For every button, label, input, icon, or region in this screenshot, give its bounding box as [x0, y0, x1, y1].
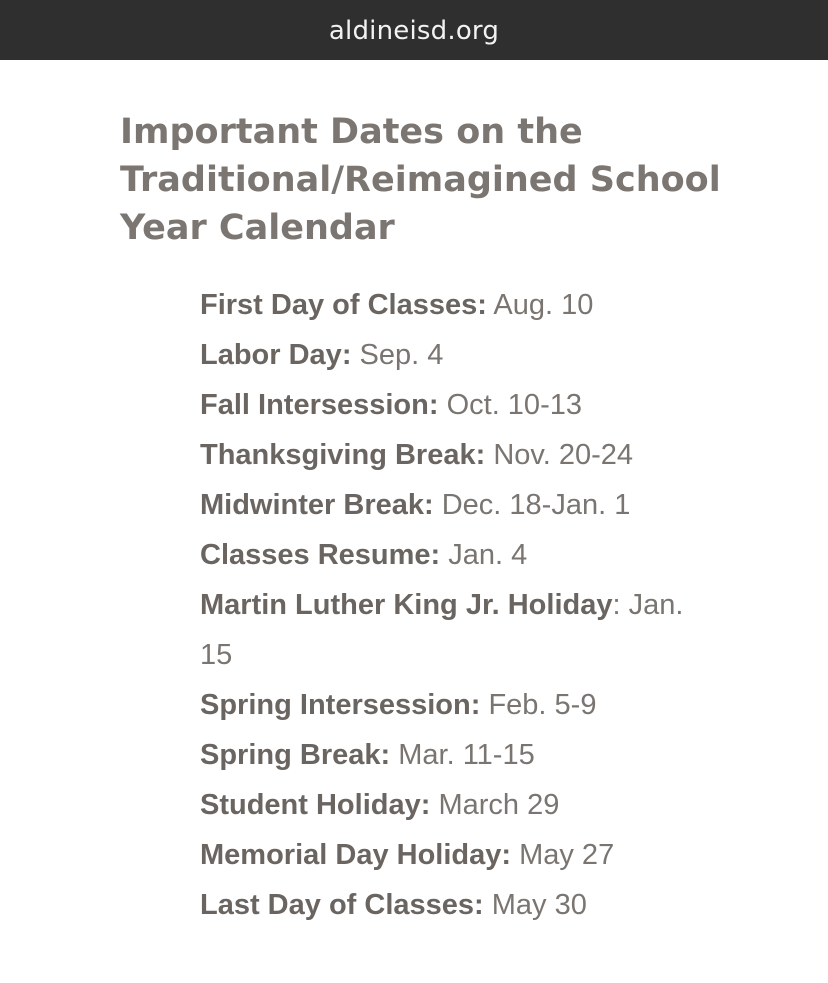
- list-item: [200, 380, 720, 430]
- list-item: [200, 480, 720, 530]
- date-value: Sep. 4: [359, 339, 444, 371]
- date-value: Feb. 5-9: [488, 689, 597, 721]
- date-value: Jan. 4: [448, 539, 528, 571]
- date-label: First Day of Classes:: [200, 289, 487, 321]
- page-title: Important Dates on the Traditional/Reimagined School Year Calendar: [120, 112, 721, 248]
- list-item: [200, 530, 720, 580]
- date-label: Labor Day:: [200, 339, 352, 371]
- date-label: Spring Intersession:: [200, 689, 481, 721]
- date-value: May 27: [519, 839, 615, 871]
- browser-address-bar[interactable]: [0, 0, 828, 60]
- list-item: [200, 680, 720, 730]
- date-value: March 29: [438, 789, 560, 821]
- list-item: [200, 330, 720, 380]
- date-value: : Jan. 15: [200, 589, 684, 671]
- list-item: [200, 730, 720, 780]
- date-label: Thanksgiving Break:: [200, 439, 486, 471]
- date-label: Martin Luther King Jr. Holiday: [200, 589, 613, 621]
- date-label: Last Day of Classes:: [200, 889, 484, 921]
- date-value: Oct. 10-13: [446, 389, 582, 421]
- date-value: Nov. 20-24: [493, 439, 634, 471]
- date-value: Mar. 11-15: [398, 739, 535, 771]
- important-dates-list: [200, 280, 720, 930]
- list-item: [200, 830, 720, 880]
- date-label: Student Holiday:: [200, 789, 431, 821]
- date-label: Memorial Day Holiday:: [200, 839, 512, 871]
- url-text[interactable]: aldineisd.org: [328, 16, 500, 46]
- list-item: [200, 280, 720, 330]
- date-value: Dec. 18-Jan. 1: [441, 489, 631, 521]
- list-item: [200, 580, 720, 680]
- date-value: Aug. 10: [493, 289, 594, 321]
- list-item: [200, 430, 720, 480]
- list-item: [200, 880, 720, 930]
- list-item: [200, 780, 720, 830]
- date-value: May 30: [491, 889, 587, 921]
- date-label: Midwinter Break:: [200, 489, 434, 521]
- date-label: Fall Intersession:: [200, 389, 439, 421]
- date-label: Classes Resume:: [200, 539, 441, 571]
- date-label: Spring Break:: [200, 739, 391, 771]
